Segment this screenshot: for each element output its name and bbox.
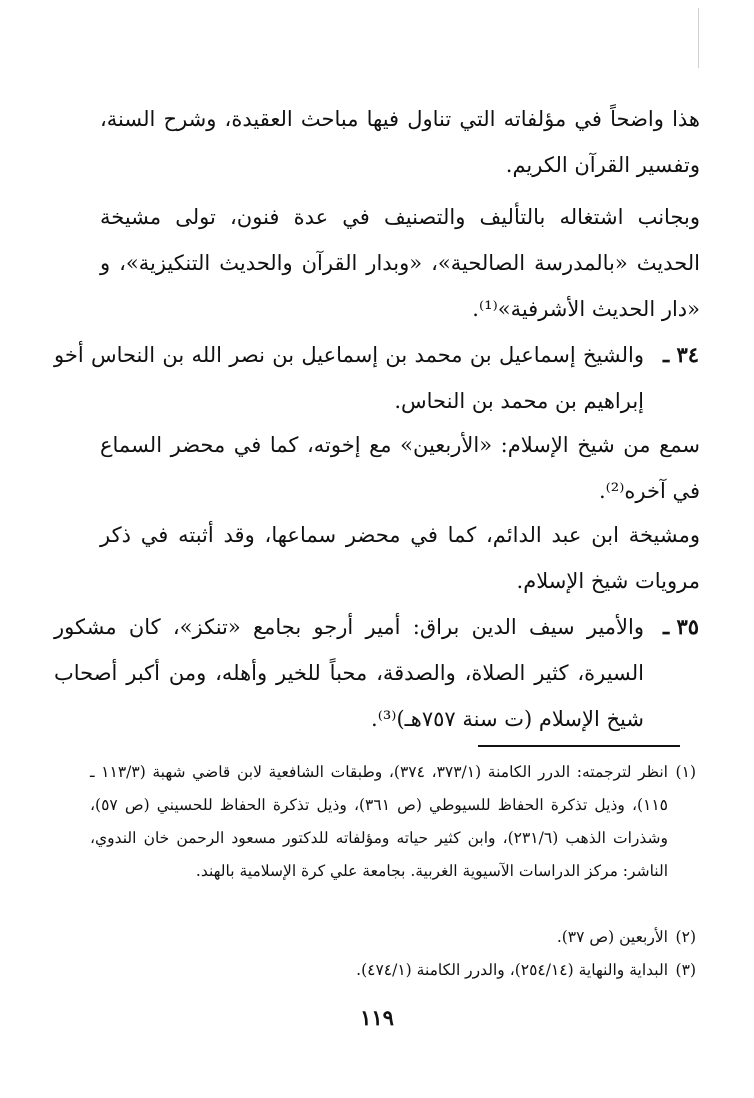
entry-number-34: ٣٤ ـ	[662, 342, 699, 367]
paragraph-2: وبجانب اشتغاله بالتأليف والتصنيف في عدة فنون، تولى مشيخة الحديث «بالمدرسة الصالحية»، «وبدار القرآن والحديث التنكيزية»، و «دار الحديث الأشرفية»⁽¹⁾.	[100, 205, 700, 321]
footnote-3-number: (٣)	[675, 961, 696, 979]
footnote-2-text: الأربعين (ص ٣٧).	[556, 928, 668, 946]
scan-edge-mark	[698, 8, 699, 68]
entry-35-text: والأمير سيف الدين براق: أمير أرجو بجامع «تنكز»، كان مشكور السيرة، كثير الصلاة، والصدقة، محباً للخير وأهله، ومن أكبر أصحاب شيخ الإسلام (ت سنة ٧٥٧هـ)⁽³⁾.	[54, 615, 644, 731]
entry-34-paragraph-3: ومشيخة ابن عبد الدائم، كما في محضر سماعها، وقد أثبته في ذكر مرويات شيخ الإسلام.	[100, 523, 700, 593]
footnote-1-number: (١)	[675, 763, 696, 781]
entry-34-paragraph-2: سمع من شيخ الإسلام: «الأربعين» مع إخوته، كما في محضر السماع في آخره⁽²⁾.	[100, 433, 700, 503]
footnote-separator	[478, 745, 680, 747]
entry-34-text: والشيخ إسماعيل بن محمد بن إسماعيل بن نصر الله بن النحاس أخو إبراهيم بن محمد بن النحاس.	[54, 343, 644, 413]
page-number: ١١٩	[360, 1005, 394, 1030]
footnote-1-text: انظر لترجمته: الدرر الكامنة (٣٧٣/١، ٣٧٤)، وطبقات الشافعية لابن قاضي شهبة (١١٣/٣ ـ ١١٥)، وذيل تذكرة الحفاظ للسيوطي (ص ٣٦١)، وذيل تذكرة الحفاظ للحسيني (ص ٥٧)، وشذرات الذهب (٢٣١/٦)، وابن كثير حياته ومؤلفاته للدكتور مسعود الرحمن خان الندوي، الناشر: مركز الدراسات الآسيوية الغربية. بجامعة علي كرة الإسلامية بالهند.	[90, 763, 668, 880]
paragraph-1: هذا واضحاً في مؤلفاته التي تناول فيها مباحث العقيدة، وشرح السنة، وتفسير القرآن الكريم.	[100, 107, 700, 177]
footnote-3-text: البداية والنهاية (٢٥٤/١٤)، والدرر الكامنة (٤٧٤/١).	[356, 961, 668, 979]
entry-number-35: ٣٥ ـ	[662, 614, 699, 639]
footnote-2-number: (٢)	[675, 928, 696, 946]
